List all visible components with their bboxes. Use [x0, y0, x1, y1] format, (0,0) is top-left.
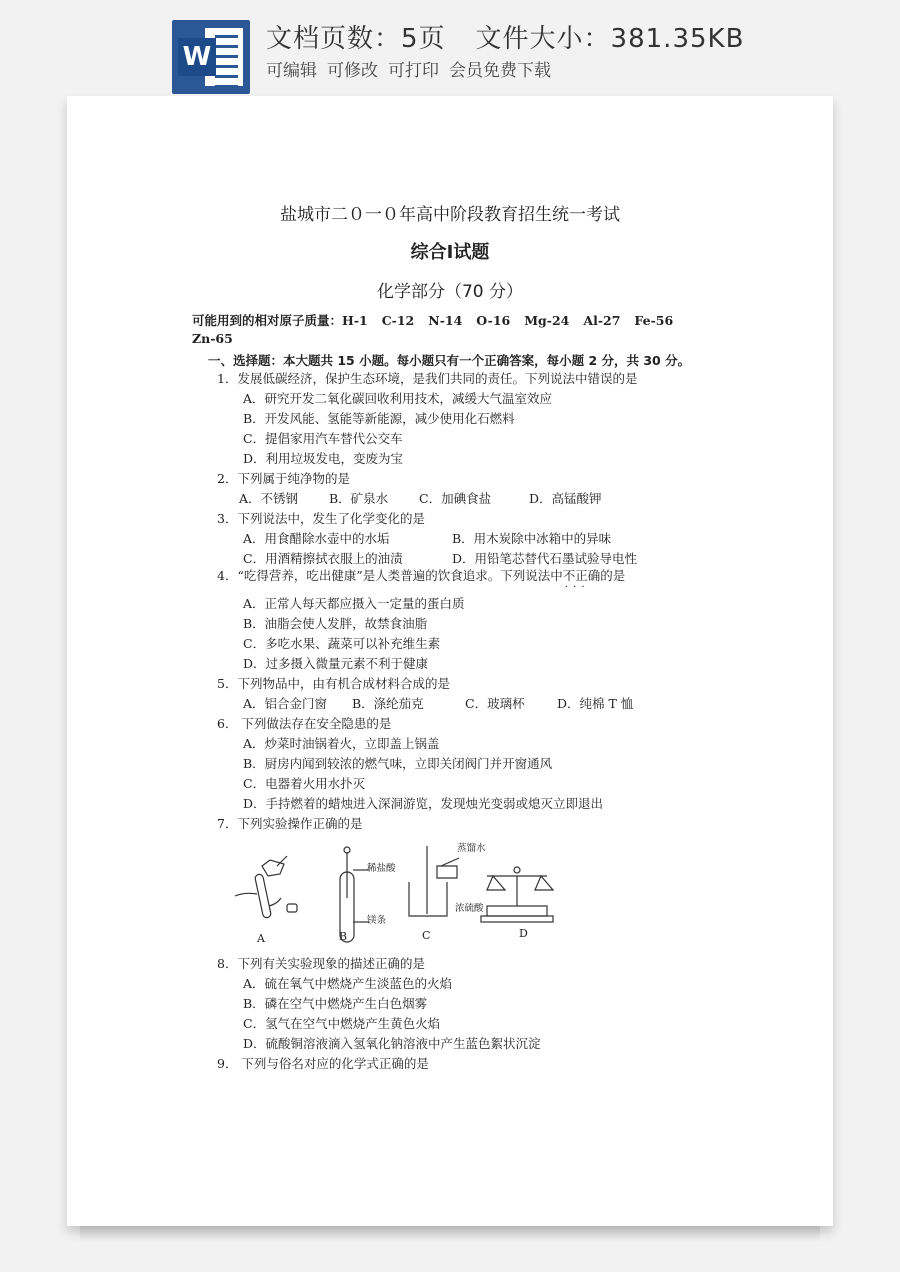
option-2a: A．不锈钢 — [239, 491, 299, 506]
download-banner — [0, 0, 900, 96]
section-instructions: 一、选择题：本大题共 15 小题。每小题只有一个正确答案，每小题 2 分，共 30 分。 — [208, 353, 691, 368]
word-document-icon: W — [172, 20, 250, 94]
option-5c: C．玻璃杯 — [465, 696, 525, 711]
option-5b: B．涤纶茄克 — [352, 696, 424, 711]
option-4a: A．正常人每天都应摄入一定量的蛋白质 — [243, 596, 465, 611]
exam-title: 盐城市二０一０年高中阶段教育招生统一考试 — [280, 205, 620, 225]
option-8b: B．磷在空气中燃烧产生白色烟雾 — [243, 996, 428, 1011]
feature-editable: 可编辑 — [266, 61, 317, 81]
option-4b: B．油脂会使人发胖，故禁食油脂 — [243, 616, 428, 631]
option-1a: A．研究开发二氧化碳回收利用技术，减缓大气温室效应 — [243, 391, 553, 406]
option-4c: C．多吃水果、蔬菜可以补充维生素 — [243, 636, 441, 651]
figure-label-a: A — [257, 932, 265, 945]
atomic-mass: N-14 — [428, 313, 463, 328]
figure-label-c: C — [422, 929, 431, 942]
feature-printable: 可打印 — [388, 61, 439, 81]
atomic-mass: Al-27 — [583, 313, 621, 328]
question-4-end: 的是 — [600, 568, 626, 583]
exam-subtitle: 综合Ⅰ试题 — [410, 242, 490, 263]
question-9: 9． 下列与俗名对应的化学式正确的是 — [217, 1056, 429, 1071]
figure-label-d: D — [519, 927, 528, 940]
figure-label-b: B — [339, 930, 348, 943]
paper-shadow — [80, 1226, 820, 1242]
option-6c: C．电器着火用水扑灭 — [243, 776, 366, 791]
atomic-mass-label: 可能用到的相对原子质量： — [192, 313, 343, 328]
option-5a: A．铝合金门窗 — [243, 696, 328, 711]
question-1: 1．发展低碳经济，保护生态环境，是我们共同的责任。下列说法中错误的是 — [217, 371, 638, 386]
option-6b: B．厨房内闻到较浓的燃气味，立即关闭阀门并开窗通风 — [243, 756, 553, 771]
question-8: 8．下列有关实验现象的描述正确的是 — [217, 956, 425, 971]
lab-apparatus-drawings — [217, 836, 557, 948]
option-8a: A．硫在氧气中燃烧产生淡蓝色的火焰 — [243, 976, 453, 991]
page-count-label: 文档页数：5页 — [266, 24, 446, 54]
section-heading: 化学部分（70 分） — [376, 282, 524, 302]
question-5: 5．下列物品中，由有机合成材料合成的是 — [217, 676, 450, 691]
document-page — [67, 96, 833, 1226]
question-4-text: 4．“吃得营养，吃出健康”是人类普遍的饮食追求。下列说法中 — [217, 568, 563, 583]
figure-text-hcl: 稀盐酸 — [367, 863, 396, 874]
figure-text-mg: 镁条 — [367, 915, 387, 926]
option-6a: A．炒菜时油锅着火，立即盖上锅盖 — [243, 736, 440, 751]
option-8d: D．硫酸铜溶液滴入氢氧化钠溶液中产生蓝色絮状沉淀 — [243, 1036, 541, 1051]
option-3a: A．用食醋除水壶中的水垢 — [243, 531, 390, 546]
atomic-mass-line — [192, 311, 687, 329]
question-3: 3．下列说法中，发生了化学变化的是 — [217, 511, 425, 526]
question-2: 2．下列属于纯净物的是 — [217, 471, 350, 486]
figure-text-water: 蒸馏水 — [457, 843, 486, 854]
option-1d: D．利用垃圾发电，变废为宝 — [243, 451, 404, 466]
option-2c: C．加碘食盐 — [419, 491, 492, 506]
atomic-mass: H-1 — [342, 313, 368, 328]
feature-modifiable: 可修改 — [327, 61, 378, 81]
banner-title — [266, 18, 774, 55]
atomic-mass: O-16 — [476, 313, 511, 328]
option-1c: C．提倡家用汽车替代公交车 — [243, 431, 403, 446]
option-1b: B．开发风能、氢能等新能源，减少使用化石燃料 — [243, 411, 515, 426]
lab-operation-figure — [217, 836, 557, 948]
atomic-mass: C-12 — [381, 313, 415, 328]
figure-text-h2so4: 浓硫酸 — [455, 903, 484, 914]
option-3c: C．用酒精擦拭衣服上的油渍 — [243, 551, 403, 566]
option-3d: D．用铅笔芯替代石墨试验导电性 — [452, 551, 638, 566]
question-6: 6． 下列做法存在安全隐患的是 — [217, 716, 392, 731]
atomic-mass: Fe-56 — [634, 313, 674, 328]
question-4-emphasis: 不正确 · · · — [563, 568, 601, 583]
option-5d: D．纯棉 T 恤 — [557, 696, 634, 711]
question-7: 7．下列实验操作正确的是 — [217, 816, 363, 831]
question-4 — [217, 568, 625, 584]
feature-member-download: 会员免费下载 — [449, 61, 551, 81]
atomic-mass: Mg-24 — [524, 313, 570, 328]
option-8c: C．氢气在空气中燃烧产生黄色火焰 — [243, 1016, 441, 1031]
feature-list — [266, 56, 561, 81]
option-6d: D．手持燃着的蜡烛进入深洞游览，发现烛光变弱或熄灭立即退出 — [243, 796, 604, 811]
atomic-mass-last: Zn-65 — [192, 331, 233, 346]
option-2b: B．矿泉水 — [329, 491, 389, 506]
option-4d: D．过多摄入微量元素不利于健康 — [243, 656, 429, 671]
file-size-label: 文件大小：381.35KB — [475, 24, 745, 54]
option-2d: D．高锰酸钾 — [529, 491, 602, 506]
option-3b: B．用木炭除中冰箱中的异味 — [452, 531, 612, 546]
